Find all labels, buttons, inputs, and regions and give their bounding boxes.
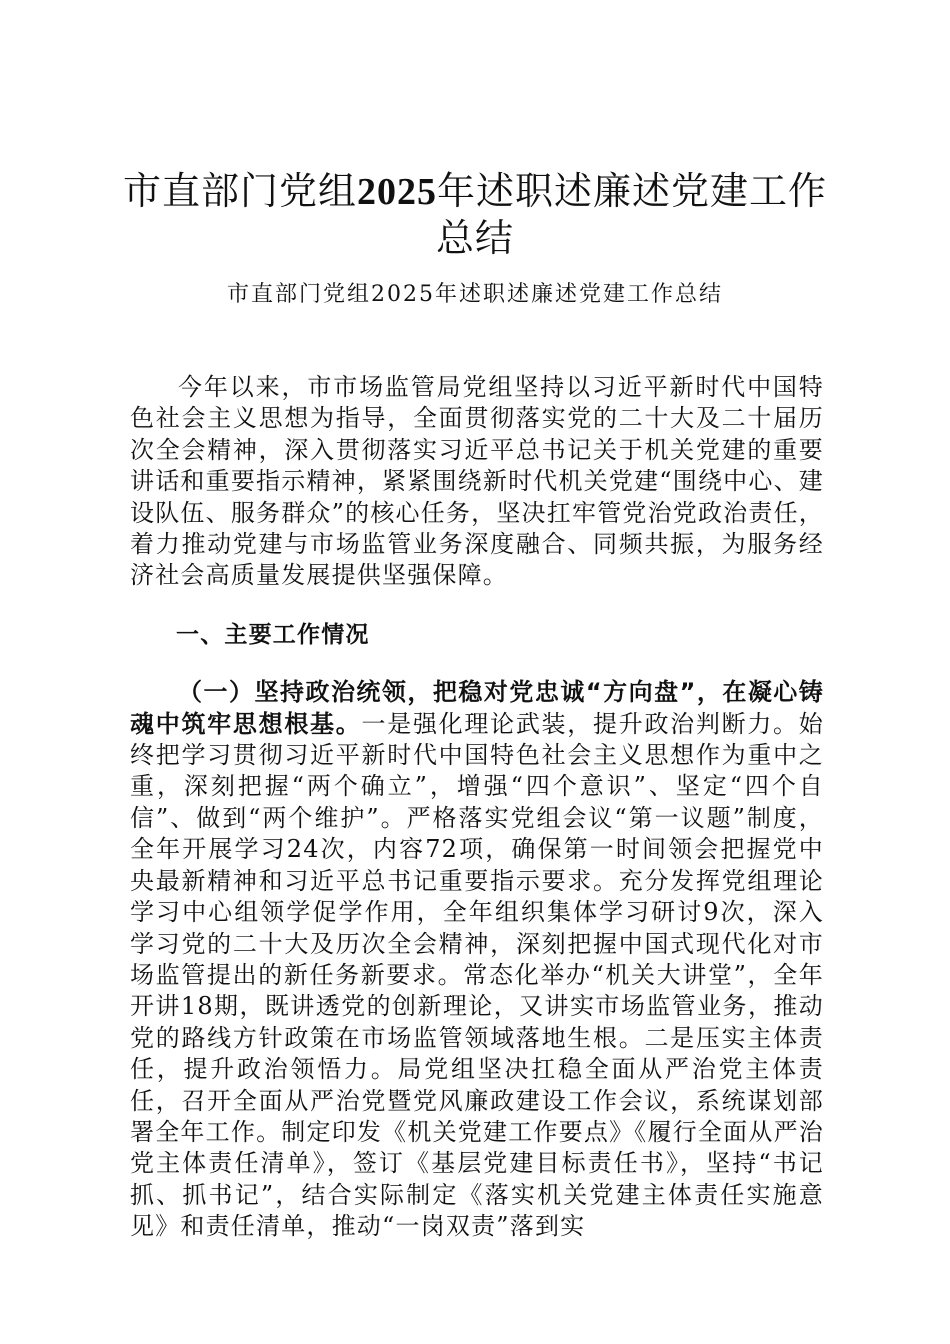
document-body	[130, 372, 824, 1243]
sub-section-heading: （一）坚持政治统领，把稳对党忠诚“方向盘”，在凝心铸魂中筑牢思想根基。	[130, 678, 824, 738]
document-title	[120, 168, 830, 261]
sub-section-text: 一是强化理论武装，提升政治判断力。始终把学习贯彻习近平新时代中国特色社会主义思想作为重中之重，深刻把握“两个确立”，增强“四个意识”、坚定“四个自信”、做到“两个维护”。严格落实党组会议“第一议题”制度，全年开展学习24次，内容72项，确保第一时间领会把握党中央最新精神和习近平总书记重要指示要求。充分发挥党组理论学习中心组领学促学作用，全年组织集体学习研讨9次，深入学习党的二十大及历次全会精神，深刻把握中国式现代化对市场监管提出的新任务新要求。常态化举办“机关大讲堂”，全年开讲18期，既讲透党的创新理论，又讲实市场监管业务，推动党的路线方针政策在市场监管领域落地生根。二是压实主体责任，提升政治领悟力。局党组坚决扛稳全面从严治党主体责任，召开全面从严治党暨党风廉政建设工作会议，系统谋划部署全年工作。制定印发《机关党建工作要点》《履行全面从严治党主体责任清单》，签订《基层党建目标责任书》，坚持“书记抓、抓书记”，结合实际制定《落实机关党建主体责任实施意见》和责任清单，推动“一岗双责”落到实	[130, 709, 824, 1241]
title-text-part2: 年述职述廉述党建工作总结	[435, 169, 828, 260]
sub-section-paragraph	[130, 677, 824, 1242]
title-text-part1: 市直部门党组	[122, 169, 357, 213]
intro-paragraph: 今年以来，市市场监管局党组坚持以习近平新时代中国特色社会主义思想为指导，全面贯彻落实党的二十大及二十届历次全会精神，深入贯彻落实习近平总书记关于机关党建的重要讲话和重要指示精神，紧紧围绕新时代机关党建“围绕中心、建设队伍、服务群众”的核心任务，坚决扛牢管党治党政治责任，着力推动党建与市场监管业务深度融合、同频共振，为服务经济社会高质量发展提供坚强保障。	[130, 373, 824, 590]
section-heading: 一、主要工作情况	[176, 621, 370, 648]
document-subtitle: 市直部门党组2025年述职述廉述党建工作总结	[227, 282, 723, 307]
title-year: 2025	[357, 171, 437, 213]
